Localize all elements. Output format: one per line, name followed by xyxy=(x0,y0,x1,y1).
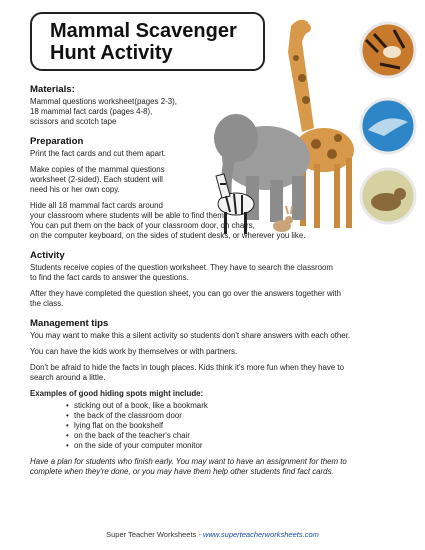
preparation-p1: Print the fact cards and cut them apart. xyxy=(30,149,166,158)
preparation-p3-line: your classroom where students will be able to find them. xyxy=(30,211,227,220)
materials-line: 18 mammal fact cards (pages 4-8), xyxy=(30,107,153,116)
list-item: • sticking out of a book, like a bookmark xyxy=(66,401,410,411)
preparation-p3-line: You can put them on the back of your classroom door, on chairs, xyxy=(30,221,255,230)
examples-list xyxy=(30,401,410,451)
activity-p2-line: the class. xyxy=(30,299,64,308)
footer-brand: Super Teacher Worksheets - xyxy=(106,530,203,539)
title-line-1: Mammal Scavenger xyxy=(50,20,237,42)
preparation-p3-line: Hide all 18 mammal fact cards around xyxy=(30,201,163,210)
closing-line: complete when they're done, or you may have them help other students find fact cards. xyxy=(30,467,334,476)
preparation-p3-line: on the computer keyboard, on the sides of student desks, or wherever you like. xyxy=(30,231,306,240)
tips-heading: Management tips xyxy=(30,318,109,329)
tiger-circle-icon xyxy=(361,23,415,77)
content xyxy=(30,84,410,477)
tips-p1: You may want to make this a silent activity so students don't share answers with each other. xyxy=(30,331,351,340)
materials-line: scissors and scotch tape xyxy=(30,117,117,126)
list-item: • lying flat on the bookshelf xyxy=(66,421,410,431)
preparation-p2-line: need his or her own copy. xyxy=(30,185,120,194)
list-item: • on the back of the teacher's chair xyxy=(66,431,410,441)
activity-p1-line: to find the fact cards to answer the questions. xyxy=(30,273,189,282)
preparation-p2-line: worksheet (2-sided). Each student will xyxy=(30,175,163,184)
preparation-p2-line: Make copies of the mammal questions xyxy=(30,165,165,174)
tips-p3-line: Don't be afraid to hide the facts in tough places. Kids think it's more fun when they have to xyxy=(30,363,344,372)
title-line-2: Hunt Activity xyxy=(50,42,173,64)
preparation-heading: Preparation xyxy=(30,136,84,147)
materials-heading: Materials: xyxy=(30,84,75,95)
examples-heading: Examples of good hiding spots might include: xyxy=(30,389,204,398)
activity-p1-line: Students receive copies of the question worksheet. They have to search the classroom xyxy=(30,263,333,272)
closing-line: Have a plan for students who finish early. You may want to have an assignment for them to xyxy=(30,457,347,466)
activity-heading: Activity xyxy=(30,250,65,261)
materials-line: Mammal questions worksheet(pages 2-3), xyxy=(30,97,177,106)
list-item: • the back of the classroom door xyxy=(66,411,410,421)
footer-link[interactable]: www.superteacherworksheets.com xyxy=(202,530,319,539)
list-item: • on the side of your computer monitor xyxy=(66,441,410,451)
footer xyxy=(0,530,425,539)
tips-p2: You can have the kids work by themselves or with partners. xyxy=(30,347,238,356)
activity-p2-line: After they have completed the question sheet, you can go over the answers together with xyxy=(30,289,341,298)
tips-p3-line: search around a little. xyxy=(30,373,106,382)
